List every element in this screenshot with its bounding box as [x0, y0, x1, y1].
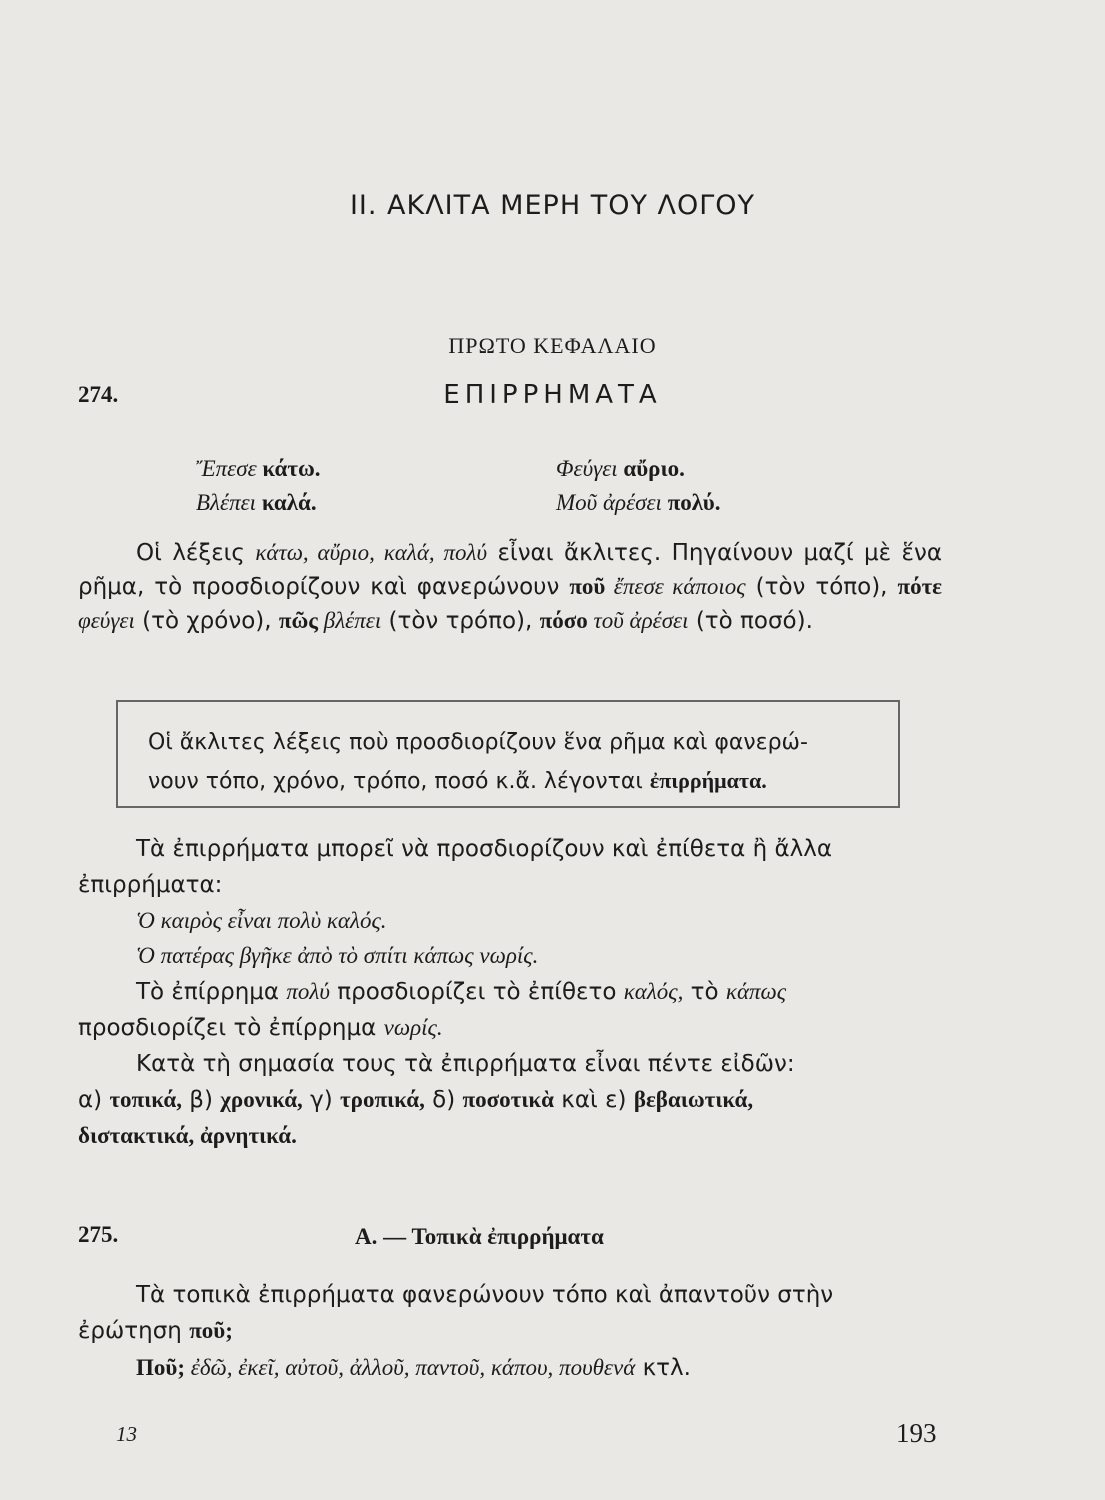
example-verb: Βλέπει [196, 490, 257, 515]
italic-term: πολύ [286, 979, 330, 1004]
italic-term: ἐδῶ, ἐκεῖ, αὐτοῦ, ἀλλοῦ, παντοῦ, κάπου, πουθενά [190, 1355, 636, 1380]
text: γ) [302, 1087, 341, 1113]
bold-term: πότε [897, 574, 942, 599]
page-number: 193 [896, 1418, 937, 1448]
example-adverb: αὔριο. [623, 456, 685, 481]
para2-line1: Τὰ ἐπιρρήματα μπορεῖ νὰ προσδιορίζουν καὶ ἐπίθετα ἢ ἄλλα [136, 836, 833, 862]
para4-line2 [78, 1318, 233, 1344]
bold-term: πῶς [278, 608, 318, 633]
section-number: 274. [78, 382, 119, 407]
bold-term: ποσοτικὰ [462, 1087, 554, 1112]
italic-term: νωρίς. [383, 1015, 443, 1040]
bold-term: βεβαιωτικά, [633, 1087, 754, 1112]
bold-term: ποῦ [569, 574, 606, 599]
definition-box [116, 700, 900, 808]
text: νουν τόπο, χρόνο, τρόπο, ποσό κ.ἄ. λέγονται [148, 769, 650, 794]
definition-line: Οἱ ἄκλιτες λέξεις ποὺ προσδιορίζουν ἕνα ρῆμα καὶ φανερώ- [148, 730, 808, 755]
text: τὸ [683, 979, 726, 1005]
example-sentence: Ὁ πατέρας βγῆκε ἀπὸ τὸ σπίτι κάπως νωρίς. [136, 943, 539, 968]
text: καὶ ε) [554, 1087, 634, 1113]
example-adverb: καλά. [261, 490, 317, 515]
bold-term: Ποῦ; [136, 1355, 185, 1380]
italic-term: καλός, [623, 979, 684, 1004]
italic-term: κάτω, αὔριο, καλά, πολύ [255, 540, 488, 565]
para3-line2 [78, 1087, 753, 1113]
example-adverb: κάτω. [262, 456, 321, 481]
italic-term: κάπως [725, 979, 787, 1004]
bold-term: τοπικά, [109, 1087, 182, 1112]
para2-line4 [78, 1015, 443, 1041]
text: β) [181, 1087, 221, 1113]
example-verb: Μοῦ ἀρέσει [556, 490, 662, 515]
text: (τὸν τρόπο), [381, 608, 540, 634]
text: α) [78, 1087, 110, 1113]
para4-line1: Τὰ τοπικὰ ἐπιρρήματα φανερώνουν τόπο καὶ ἀπαντοῦν στὴν [136, 1282, 834, 1308]
text: (τὸ χρόνο), [134, 608, 279, 634]
subsection-title: Α. — Τοπικὰ ἐπιρρήματα [355, 1224, 604, 1249]
text: Τὸ ἐπίρρημα [136, 979, 287, 1005]
bold-term: ἐπιρρήματα. [649, 768, 767, 793]
example-adverb: πολύ. [667, 490, 721, 515]
text: προσδιορίζει τὸ ἐπίρρημα [78, 1015, 384, 1041]
text: (τὸν τόπο), [745, 574, 898, 600]
adverb-list [136, 1355, 691, 1381]
italic-term: τοῦ ἀρέσει [587, 608, 689, 633]
printer-signature: 13 [116, 1422, 137, 1446]
definition-text [148, 724, 808, 801]
example-r2c2 [556, 490, 720, 516]
definition-line [148, 762, 808, 801]
bold-term: ποῦ; [189, 1318, 233, 1343]
bold-term: πόσο [539, 608, 588, 633]
text: κτλ. [635, 1355, 691, 1381]
bold-term: χρονικά, [220, 1087, 303, 1112]
subsection-number: 275. [78, 1222, 119, 1247]
italic-term: ἔπεσε κάποιος [605, 574, 746, 599]
text: προσδιορίζει τὸ ἐπίθετο [329, 979, 624, 1005]
text: δ) [424, 1087, 463, 1113]
example-verb: Ἔπεσε [196, 456, 257, 481]
example-r1c1 [196, 456, 321, 482]
chapter-label: ΠΡΩΤΟ ΚΕΦΑΛΑΙΟ [448, 333, 657, 358]
example-sentence: Ὁ καιρὸς εἶναι πολὺ καλός. [136, 908, 387, 933]
text: ἐρώτηση [78, 1318, 190, 1344]
para3-line1: Κατὰ τὴ σημασία τους τὰ ἐπιρρήματα εἶναι πέντε εἰδῶν: [136, 1051, 795, 1077]
text: εἶναι ἄκλιτες. Πηγαίνουν μαζί μὲ ἕνα ρῆμα, τὸ προσδιορίζουν καὶ φανερώνουν [78, 540, 942, 600]
paragraph-intro [78, 536, 942, 638]
part-title: II. ΑΚΛΙΤΑ ΜΕΡΗ ΤΟΥ ΛΟΓΟΥ [349, 190, 756, 221]
text: Οἱ λέξεις [136, 540, 256, 566]
text: (τὸ ποσό). [688, 608, 813, 634]
example-verb: Φεύγει [556, 456, 618, 481]
bold-term: τροπικά, [340, 1087, 425, 1112]
para3-line3: διστακτικά, ἀρνητικά. [78, 1123, 297, 1148]
example-r1c2 [556, 456, 685, 482]
section-title: ΕΠΙΡΡΗΜΑΤΑ [443, 380, 662, 410]
italic-term: βλέπει [318, 608, 382, 633]
para2-line3 [136, 979, 786, 1005]
italic-term: φεύγει [78, 608, 135, 633]
example-r2c1 [196, 490, 317, 516]
para2-line2: ἐπιρρήματα: [78, 872, 223, 898]
